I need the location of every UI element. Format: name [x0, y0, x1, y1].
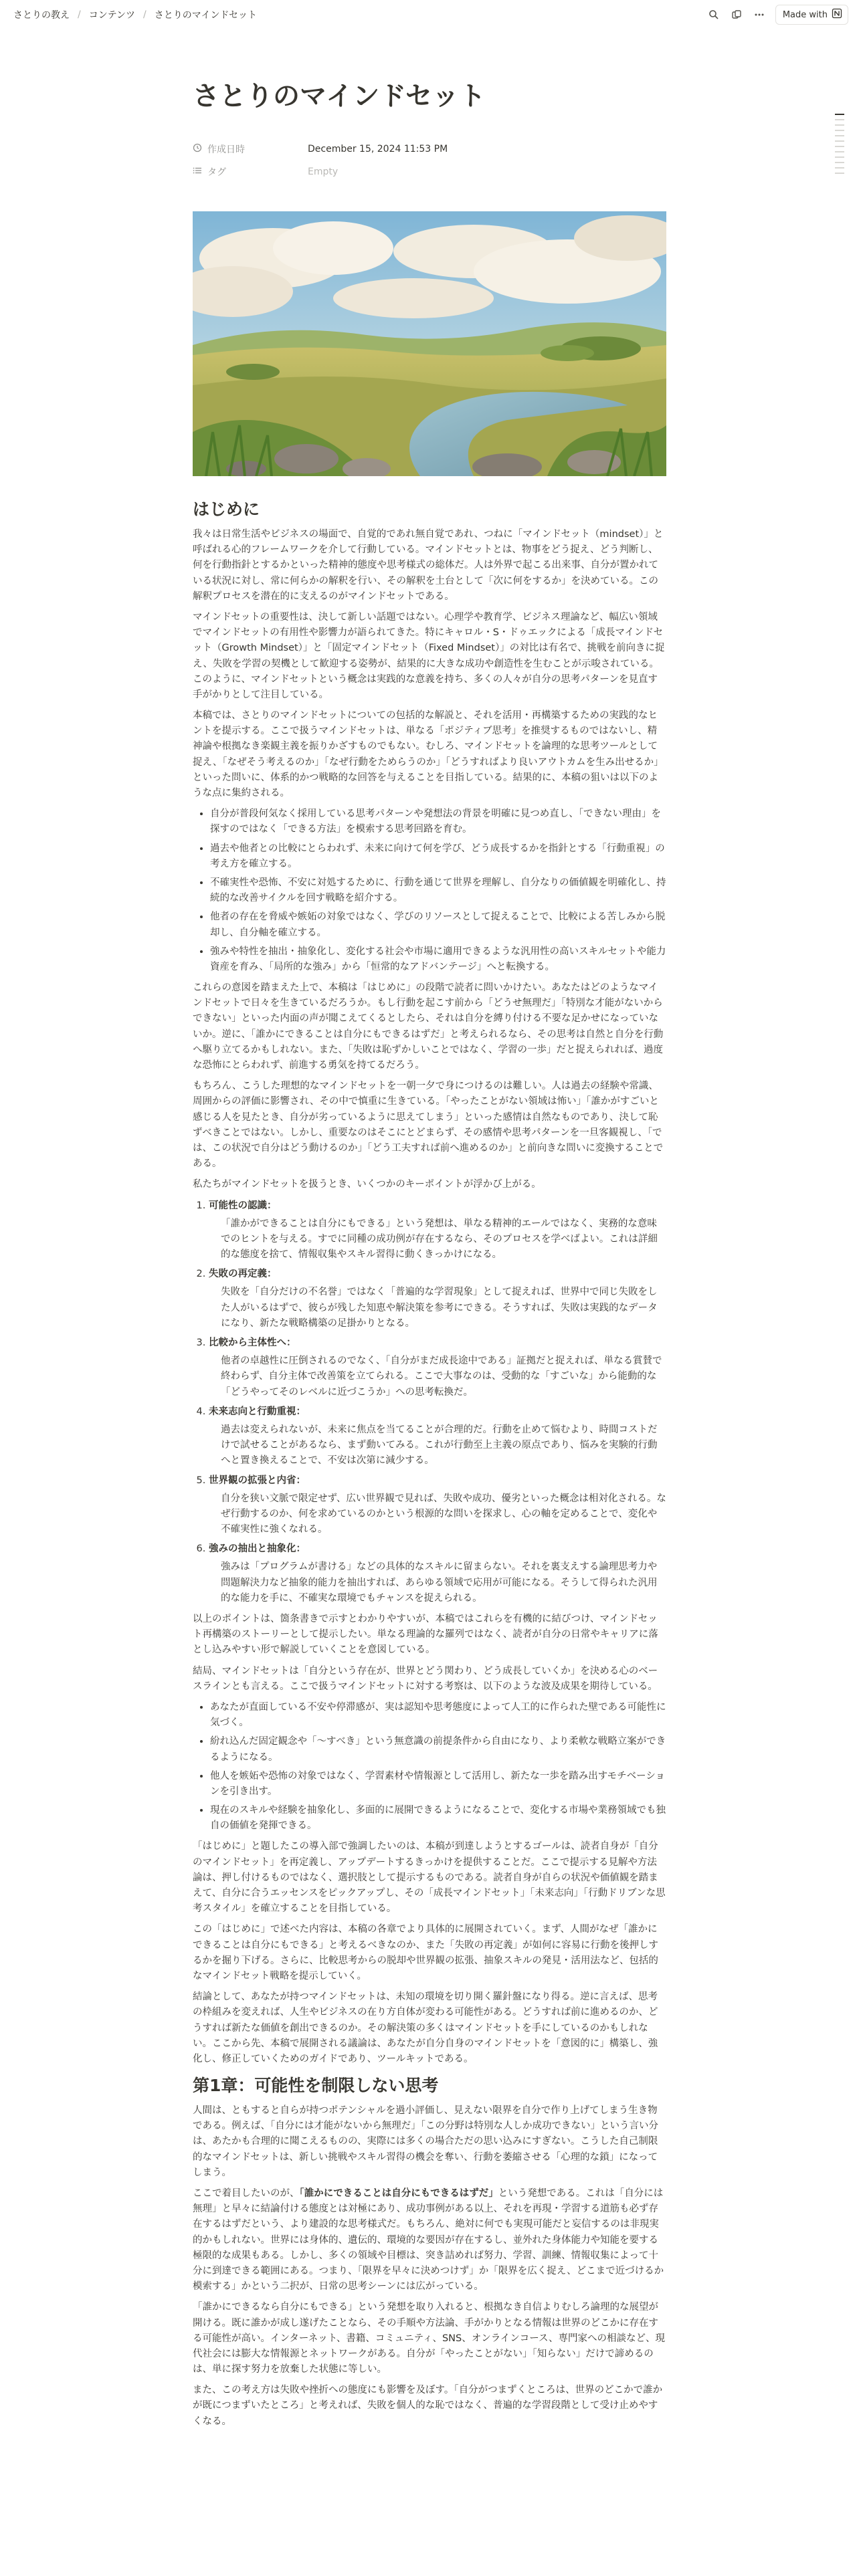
paragraph: 私たちがマインドセットを扱うとき、いくつかのキーポイントが浮かび上がる。 [193, 1179, 541, 1190]
paragraph: 「誰かにできるなら自分にもできる」という発想を取り入れると、根拠なき自信よりむしろ論理的な展望が開ける。既に誰かが成し遂げたことなら、その手順や方法論、手がかりとなる情報は世界のどこかに存在する可能性が高い。インターネット、書籍、コミュニティ、SNS、オンラインコース、専門家への相談など、現代社会には膨大な情報源とネットワークがある。自分が「やったことがない」「知らない」だけで諦めるのは、単に探す努力を放棄した状態に等しい。 [193, 2302, 665, 2375]
notion-logo-icon [832, 8, 842, 21]
top-bar [0, 0, 859, 29]
bold-text: 「誰かにできることは自分にもできるはずだ」 [299, 2188, 498, 2199]
duplicate-icon[interactable] [730, 8, 743, 21]
bulleted-list [193, 807, 666, 975]
page-body [193, 492, 666, 2435]
property-created-time[interactable] [193, 138, 666, 160]
text-run: という発想である。これは「自分には無理」と早々に結論付ける態度とは対極にあり、成功事例がある以上、それを再現・学習する道筋も必ず存在するはずだという、より建設的な思考様式だ。もちろん、絶対に何でも実現可能だと妄信するのは非現実的かもしれない。世界には身体的、遺伝的、環境的な要因が存在するし、並外れた身体能力や知能を要する極限的な成果もある。しかし、多くの領域や目標は、突き詰めれば努力、学習、訓練、情報収集によって十分に到達できる範囲にある。つまり、「限界を早々に決めつけず」か「限界を広く捉え、どこまで近づけるか模索する」かという二択が、日常の思考シーンには広がっている。 [193, 2188, 664, 2292]
list-item: • あなたが直面している不安や停滞感が、実は認知や思考態度によって人工的に作られた壁である可能性に気づく。 [210, 1700, 666, 1731]
page-properties [193, 138, 666, 183]
toc-marker[interactable] [835, 119, 844, 120]
toc-marker[interactable] [835, 151, 844, 152]
list-item: • 紛れ込んだ固定観念や「〜すべき」という無意識の前提条件から自由になり、より柔軟な戦略立案ができるようになる。 [210, 1734, 666, 1765]
list-item-title: 未来志向と行動重視： [209, 1406, 306, 1417]
list-item: • 現在のスキルや経験を抽象化し、多面的に展開できるようになることで、変化する市場や業務領域でも独自の価値を発揮できる。 [210, 1803, 666, 1834]
paragraph: これらの意図を踏まえた上で、本稿は「はじめに」の段階で読者に問いかけたい。あなたはどのようなマインドセットで日々を生きているだろうか。もし行動を起こす前から「どうせ無理だ」「特別な才能がないからできない」といった内面の声が聞こえてくるとしたら、それは自分を縛り付ける不要な足かせになっていないか。逆に、「誰かにできることは自分にもできるはずだ」と考えられるなら、その思考は自然と自分を行動へ駆り立てるかもしれない。また、「失敗は恥ずかしいことではなく、学習の一歩」だと捉えられれば、過度な恐怖にとらわれず、前進する勇気を持てるだろう。 [193, 982, 664, 1071]
cover-image [193, 211, 666, 476]
breadcrumb-item-satori[interactable]: さとりの教え [13, 10, 70, 21]
toc-marker[interactable] [835, 140, 844, 142]
list-item-text: 自分を狭い文脈で限定せず、広い世界観で見れば、失敗や成功、優劣といった概念は相対化される。なぜ行動するのか、何を求めているのかという根源的な問いを探求し、心の軸を定めることで、変化や不確実性に強くなれる。 [221, 1493, 666, 1535]
paragraph: 「はじめに」と題したこの導入部で強調したいのは、本稿が到達しようとするゴールは、読者自身が「自分のマインドセット」を再定義し、アップデートするきっかけを提供することだ。ここで提示する見解や方法論は、押し付けるものではなく、選択肢として提示するものである。読者自身が自らの状況や価値観を踏まえて、自分に合うエッセンスをピックアップし、その「成長マインドセット」「未来志向」「行動ドリブンな思考スタイル」を確立することを目指している。 [193, 1841, 666, 1915]
list-icon [193, 166, 202, 178]
list-item [209, 1335, 666, 1400]
property-value: Empty [308, 167, 339, 177]
paragraph: また、この考え方は失敗や挫折への態度にも影響を及ぼす。「自分がつまずくところは、世界のどこかで誰かが既につまずいたところ」と考えれば、失敗を個人的な恥ではなく、普遍的な学習段階として受け止めやすくなる。 [193, 2385, 663, 2427]
list-item: • 過去や他者との比較にとらわれず、未来に向けて何を学び、どう成長するかを指針とする「行動重視」の考え方を確立する。 [210, 841, 666, 872]
paragraph: 結論として、あなたが持つマインドセットは、未知の環境を切り開く羅針盤になり得る。逆に言えば、思考の枠組みを変えれば、人生やビジネスの在り方自体が変わる可能性がある。どうすれば前に進めるのか、どうすれば新たな価値を創出できるのか。その解決策の多くはマインドセットを手にしているのかもしれない。ここから先、本稿で展開される議論は、あなたが自分自身のマインドセットを「意図的に」構築し、強化し、修正していくためのガイドであり、ツールキットである。 [193, 1992, 658, 2064]
list-item-text: 「誰かができることは自分にもできる」という発想は、単なる精神的エールではなく、実務的な意味でのヒントを与える。すでに同種の成功例が存在するなら、そのプロセスを学べばよい。これは詳細的な態度を捨て、情報収集やスキル習得に動くきっかけになる。 [221, 1218, 658, 1261]
toc-marker[interactable] [835, 162, 844, 163]
property-value: December 15, 2024 11:53 PM [308, 144, 448, 154]
list-item-text: 過去は変えられないが、未来に焦点を当てることが合理的だ。行動を止めて悩むより、時間コストだけで試せることがあるなら、まず動いてみる。これが行動至上主義の原点であり、悩みを実験的行動へと置き換えることで、不安は次第に減少する。 [221, 1424, 658, 1467]
list-item-text: 強みは「プログラムが書ける」などの具体的なスキルに留まらない。それを裏支えする論理思考力や問題解決力など抽象的能力を抽出すれば、あらゆる領域で応用が可能になる。そうして得られた汎用的な能力を手に、不確実な環境でもチャンスを捉えられる。 [221, 1562, 658, 1604]
page-title: さとりのマインドセット [193, 81, 486, 112]
paragraph: この「はじめに」で述べた内容は、本稿の各章でより具体的に展開されていく。まず、人間がなぜ「誰かにできることは自分にもできる」と考えるべきなのか、また「失敗の再定義」が如何に容易に行動を後押しするかを掘り下げる。さらに、比較思考からの脱却や世界観の拡張、抽象スキルの発見・活用法など、包括的なマインドセット戦略を提示していく。 [193, 1924, 658, 1981]
list-item: • 自分が普段何気なく採用している思考パターンや発想法の背景を明確に見つめ直し、「できない理由」を探すのではなく「できる方法」を模索する思考回路を育む。 [210, 807, 666, 837]
list-item: • 強みや特性を抽出・抽象化し、変化する社会や市場に適用できるような汎用性の高いスキルセットや能力資産を育み、「局所的な強み」から「恒常的なアドバンテージ」へと転換する。 [210, 944, 666, 975]
list-item-title: 強みの抽出と抽象化： [209, 1543, 306, 1555]
list-item-title: 可能性の認識： [209, 1200, 277, 1211]
breadcrumb-item-current[interactable]: さとりのマインドセット [154, 10, 258, 21]
paragraph: マインドセットの重要性は、決して新しい話題ではない。心理学や教育学、ビジネス理論など、幅広い領域でマインドセットの有用性や影響力が語られてきた。特にキャロル・S・ドゥエックによる「成長マインドセット（Growth Mindset）」と「固定マインドセット（Fixed Mindset）」の対比は有名で、挑戦を前向きに捉え、失敗を学習の契機として歓迎する姿勢が、結果的に大きな成功や創造性を生むことが示唆されている。このように、マインドセットという概念は実践的な意義を持ち、多くの人々が自分の思考パターンを見直す手がかりとして注目している。 [193, 611, 665, 700]
heading-introduction: はじめに [193, 500, 260, 519]
breadcrumb-item-contents[interactable]: コンテンツ [88, 10, 136, 21]
list-item-text: 他者の卓越性に圧倒されるのでなく、「自分がまだ成長途中である」証拠だと捉えれば、単なる賞賛で終わらず、自分主体で改善策を立てられる。ここで大事なのは、受動的な「すごいな」から能動的な「どうやってそのレベルに近づこうか」への思考転換だ。 [221, 1356, 662, 1398]
table-of-contents-rail[interactable] [832, 114, 844, 174]
toc-marker[interactable] [835, 146, 844, 147]
toc-marker[interactable] [835, 114, 844, 115]
list-item-title: 世界観の拡張と内省： [209, 1475, 306, 1486]
property-tags[interactable] [193, 160, 666, 183]
toc-marker[interactable] [835, 130, 844, 131]
clock-icon [193, 143, 202, 155]
list-item [209, 1541, 666, 1606]
list-item [209, 1473, 666, 1538]
paragraph: 人間は、ともすると自らが持つポテンシャルを過小評価し、見えない限界を自分で作り上げてしまう生き物である。例えば、「自分には才能がないから無理だ」「この分野は特別な人しか成功できない」という言い分は、あたかも合理的に聞こえるものの、実際には多くの場合ただの思い込みにすぎない。こうした自己制限的なマインドセットは、新しい挑戦やスキル習得の機会を奪い、行動を萎縮させる「心理的な鎖」になってしまう。 [193, 2105, 658, 2178]
list-item [209, 1404, 666, 1469]
search-icon[interactable] [707, 8, 721, 21]
toc-marker[interactable] [835, 124, 844, 126]
more-options-icon[interactable] [753, 8, 766, 21]
paragraph [193, 2186, 666, 2294]
toc-marker[interactable] [835, 135, 844, 136]
list-item-title: 比較から主体性へ： [209, 1337, 296, 1348]
toc-marker[interactable] [835, 167, 844, 169]
list-item: • 不確実性や恐怖、不安に対処するために、行動を通じて世界を理解し、自分なりの価値観を明確化し、持続的な改善サイクルを回す戦略を紹介する。 [210, 875, 666, 906]
list-item [209, 1198, 666, 1263]
made-with-notion-button[interactable] [775, 5, 848, 25]
paragraph: 本稿では、さとりのマインドセットについての包括的な解説と、それを活用・再構築するための実践的なヒントを提示する。ここで扱うマインドセットは、単なる「ポジティブ思考」を推奨するものではないし、精神論や根拠なき楽観主義を振りかざすものでもない。むしろ、マインドセットを論理的な思考ツールとして捉え、「なぜそう考えるのか」「なぜ行動をためらうのか」「どうすればより良いアウトカムを生み出せるか」といった問いに、体系的かつ戦略的な回答を与えることを目指している。結果的に、本稿の狙いは以下のような点に集約される。 [193, 710, 664, 798]
list-item: • 他者の存在を脅威や嫉妬の対象ではなく、学びのリソースとして捉えることで、比較による苦しみから脱却し、自分軸を確立する。 [210, 909, 666, 940]
toc-marker[interactable] [835, 156, 844, 158]
text-run: ここで着目したいのが、 [193, 2188, 300, 2199]
made-with-label: Made with [782, 9, 828, 20]
list-item [209, 1267, 666, 1331]
property-label: 作成日時 [207, 144, 245, 155]
numbered-list [193, 1198, 666, 1607]
breadcrumb [11, 7, 260, 23]
breadcrumb-separator: / [143, 9, 147, 20]
property-label: タグ [207, 167, 226, 178]
heading-chapter-1: 第1章：可能性を制限しない思考 [193, 2076, 439, 2096]
bulleted-list [193, 1700, 666, 1834]
paragraph: 結局、マインドセットは「自分という存在が、世界とどう関わり、どう成長していくか」を決める心のベースラインとも言える。ここで扱うマインドセットに対する考察は、以下のような波及成果を期待している。 [193, 1665, 658, 1692]
list-item-text: 失敗を「自分だけの不名誉」ではなく「普遍的な学習現象」として捉えれば、世界中で同じ失敗をした人がいるはずで、彼らが残した知恵や解決策を参考にできる。そうすれば、失敗は実践的なデータになり、新たな戦略構築の足掛かりとなる。 [221, 1287, 658, 1329]
paragraph: もちろん、こうした理想的なマインドセットを一朝一夕で身につけるのは難しい。人は過去の経験や常識、周囲からの評価に影響され、その中で慎重に生きている。「やったことがない領域は怖い」「誰かがすごいと感じる人を見たとき、自分が劣っているように思えてしまう」といった感情は自然なものであり、決して恥ずべきことではない。しかし、重要なのはそこにとどまらず、その感情や思考パターンを一旦客観視し、「では、この状況で自分はどう動けるのか」「どう工夫すれば前へ進めるのか」と前向きな問いに変換することである。 [193, 1081, 664, 1170]
paragraph: 以上のポイントは、箇条書きで示すとわかりやすいが、本稿ではこれらを有機的に結びつけ、マインドセット再構築のストーリーとして提示したい。単なる理論的な羅列ではなく、読者が自分の日常やキャリアに落とし込みやすい形で解説していくことを意図している。 [193, 1614, 658, 1656]
toc-marker[interactable] [835, 173, 844, 174]
breadcrumb-separator: / [78, 9, 81, 20]
paragraph: 我々は日常生活やビジネスの場面で、自覚的であれ無自覚であれ、つねに「マインドセット（mindset）」と呼ばれる心的フレームワークを介して行動している。マインドセットとは、物事をどう捉え、どう判断し、何を行動指針とするかといった精神的態度や思考様式の総体だ。人は外界で起こる出来事、自分が置かれている状況に対し、常に何らかの解釈を行い、その解釈を土台として「次に何をするか」を決めている。この解釈プロセスを潜在的に支えるのがマインドセットである。 [193, 529, 664, 602]
list-item: • 他人を嫉妬や恐怖の対象ではなく、学習素材や情報源として活用し、新たな一歩を踏み出すモチベーションを引き出す。 [210, 1769, 666, 1800]
list-item-title: 失敗の再定義： [209, 1269, 277, 1280]
